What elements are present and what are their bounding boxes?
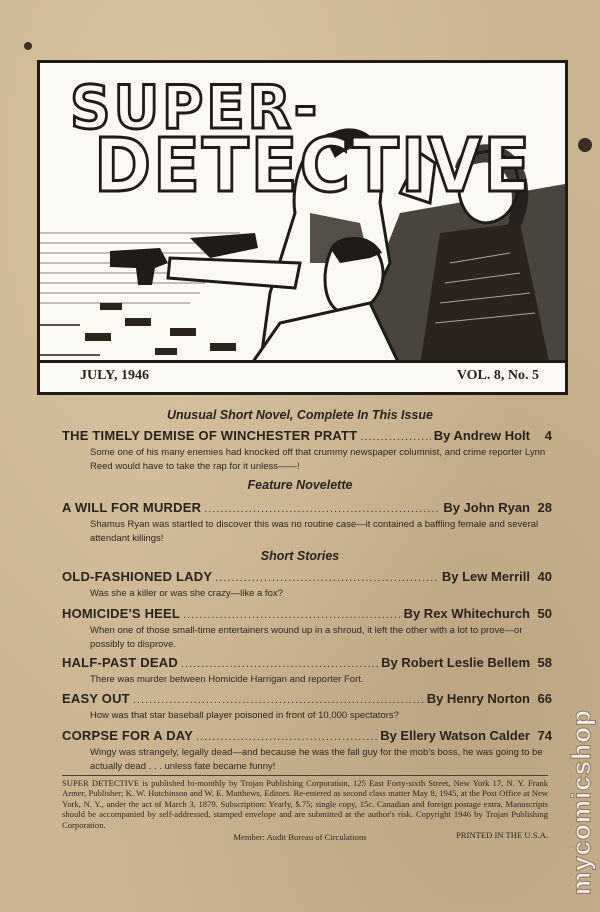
printed-in-usa: PRINTED IN THE U.S.A. bbox=[456, 830, 548, 840]
story-title: THE TIMELY DEMISE OF WINCHESTER PRATT bbox=[62, 428, 358, 443]
story-page: 50 bbox=[537, 606, 552, 621]
divider-rule bbox=[62, 775, 548, 776]
leader-dots bbox=[196, 731, 377, 743]
story-blurb: There was murder between Homicide Harrigan and reporter Fort. bbox=[90, 674, 364, 685]
ink-spot bbox=[24, 42, 32, 50]
watermark-logo: mycomicshop bbox=[566, 709, 596, 895]
story-author: By Rex Whitechurch bbox=[403, 606, 530, 621]
story-page: 4 bbox=[544, 428, 552, 443]
story-entry bbox=[62, 569, 552, 584]
story-entry bbox=[62, 428, 552, 443]
magazine-title-line2: DETECTIVE bbox=[94, 123, 533, 209]
story-entry bbox=[62, 606, 552, 621]
issue-volume: VOL. 8, No. 5 bbox=[456, 368, 539, 383]
issue-date-bar bbox=[37, 363, 568, 395]
story-author: By Henry Norton bbox=[426, 691, 530, 706]
story-author: By Andrew Holt bbox=[433, 428, 530, 443]
story-page: 66 bbox=[537, 691, 552, 706]
story-entry bbox=[62, 728, 552, 743]
leader-dots bbox=[204, 503, 440, 515]
story-blurb: Was she a killer or was she crazy—like a fox? bbox=[90, 588, 283, 599]
story-title: OLD-FASHIONED LADY bbox=[62, 569, 213, 584]
section-label-novelette: Feature Novelette bbox=[247, 478, 353, 492]
story-author: By Ellery Watson Calder bbox=[380, 728, 530, 743]
story-entry bbox=[62, 691, 552, 706]
story-author: By John Ryan bbox=[443, 500, 530, 515]
leader-dots bbox=[181, 658, 378, 670]
story-entry bbox=[62, 655, 552, 670]
issue-date: JULY, 1946 bbox=[80, 368, 149, 383]
story-entry bbox=[62, 500, 552, 515]
story-page: 40 bbox=[537, 569, 552, 584]
masthead-illustration bbox=[37, 60, 568, 363]
leader-dots bbox=[360, 431, 430, 443]
story-page: 28 bbox=[537, 500, 552, 515]
leader-dots bbox=[215, 572, 439, 584]
story-blurb: Shamus Ryan was startled to discover this was no routine case—it contained a baffling female and several attendant killings! bbox=[90, 519, 539, 544]
section-label-short-stories: Short Stories bbox=[260, 549, 340, 563]
leader-dots bbox=[133, 694, 424, 706]
story-title: CORPSE FOR A DAY bbox=[62, 728, 194, 743]
section-label-novel: Unusual Short Novel, Complete In This Issue bbox=[166, 408, 433, 422]
story-title: HALF-PAST DEAD bbox=[62, 655, 178, 670]
story-blurb: Wingy was strangely, legally dead—and because he was the fall guy for the mob's boss, he was going to be actually dead . . . unless fate became funny! bbox=[90, 747, 543, 772]
member-abc: Member: Audit Bureau of Circulations bbox=[233, 832, 367, 842]
story-blurb: How was that star baseball player poisoned in front of 10,000 spectators? bbox=[90, 710, 399, 721]
leader-dots bbox=[183, 609, 401, 621]
ink-spot bbox=[578, 138, 592, 152]
story-page: 58 bbox=[537, 655, 552, 670]
story-title: EASY OUT bbox=[62, 691, 130, 706]
story-title: A WILL FOR MURDER bbox=[62, 500, 202, 515]
story-blurb: When one of those small-time entertainers wound up in a shroud, it left the other with a lot to prove—or possibly to disprove. bbox=[90, 625, 523, 650]
story-author: By Lew Merrill bbox=[441, 569, 530, 584]
story-blurb: Some one of his many enemies had knocked off that crummy newspaper columnist, and crime reporter Lynn Reed would have to take the rap for it unless——! bbox=[90, 447, 546, 472]
story-author: By Robert Leslie Bellem bbox=[381, 655, 530, 670]
story-title: HOMICIDE'S HEEL bbox=[62, 606, 181, 621]
publication-note-text: SUPER DETECTIVE is published bi-monthly by Trojan Publishing Corporation, 125 East Forty-sixth Street, New York 17, N. Y. Frank Armer, Publisher; K. W. Hutchinson and W. E. Matthews, Editors. Re-entered as second class matter May 8, 1945, at the Post Office at New York, N. Y., under the act of March 3, 1879. Subscription: Yearly, $.75; single copy, 15c. Canadian and foreign postage extra. Manuscripts should be accompanied by self-addressed, stamped envelope and are submitted at the author's risk. Copyright 1946 by Trojan Publishing Corporation. bbox=[62, 778, 548, 830]
story-page: 74 bbox=[537, 728, 552, 743]
magazine-title-line1: SUPER- bbox=[70, 73, 321, 143]
